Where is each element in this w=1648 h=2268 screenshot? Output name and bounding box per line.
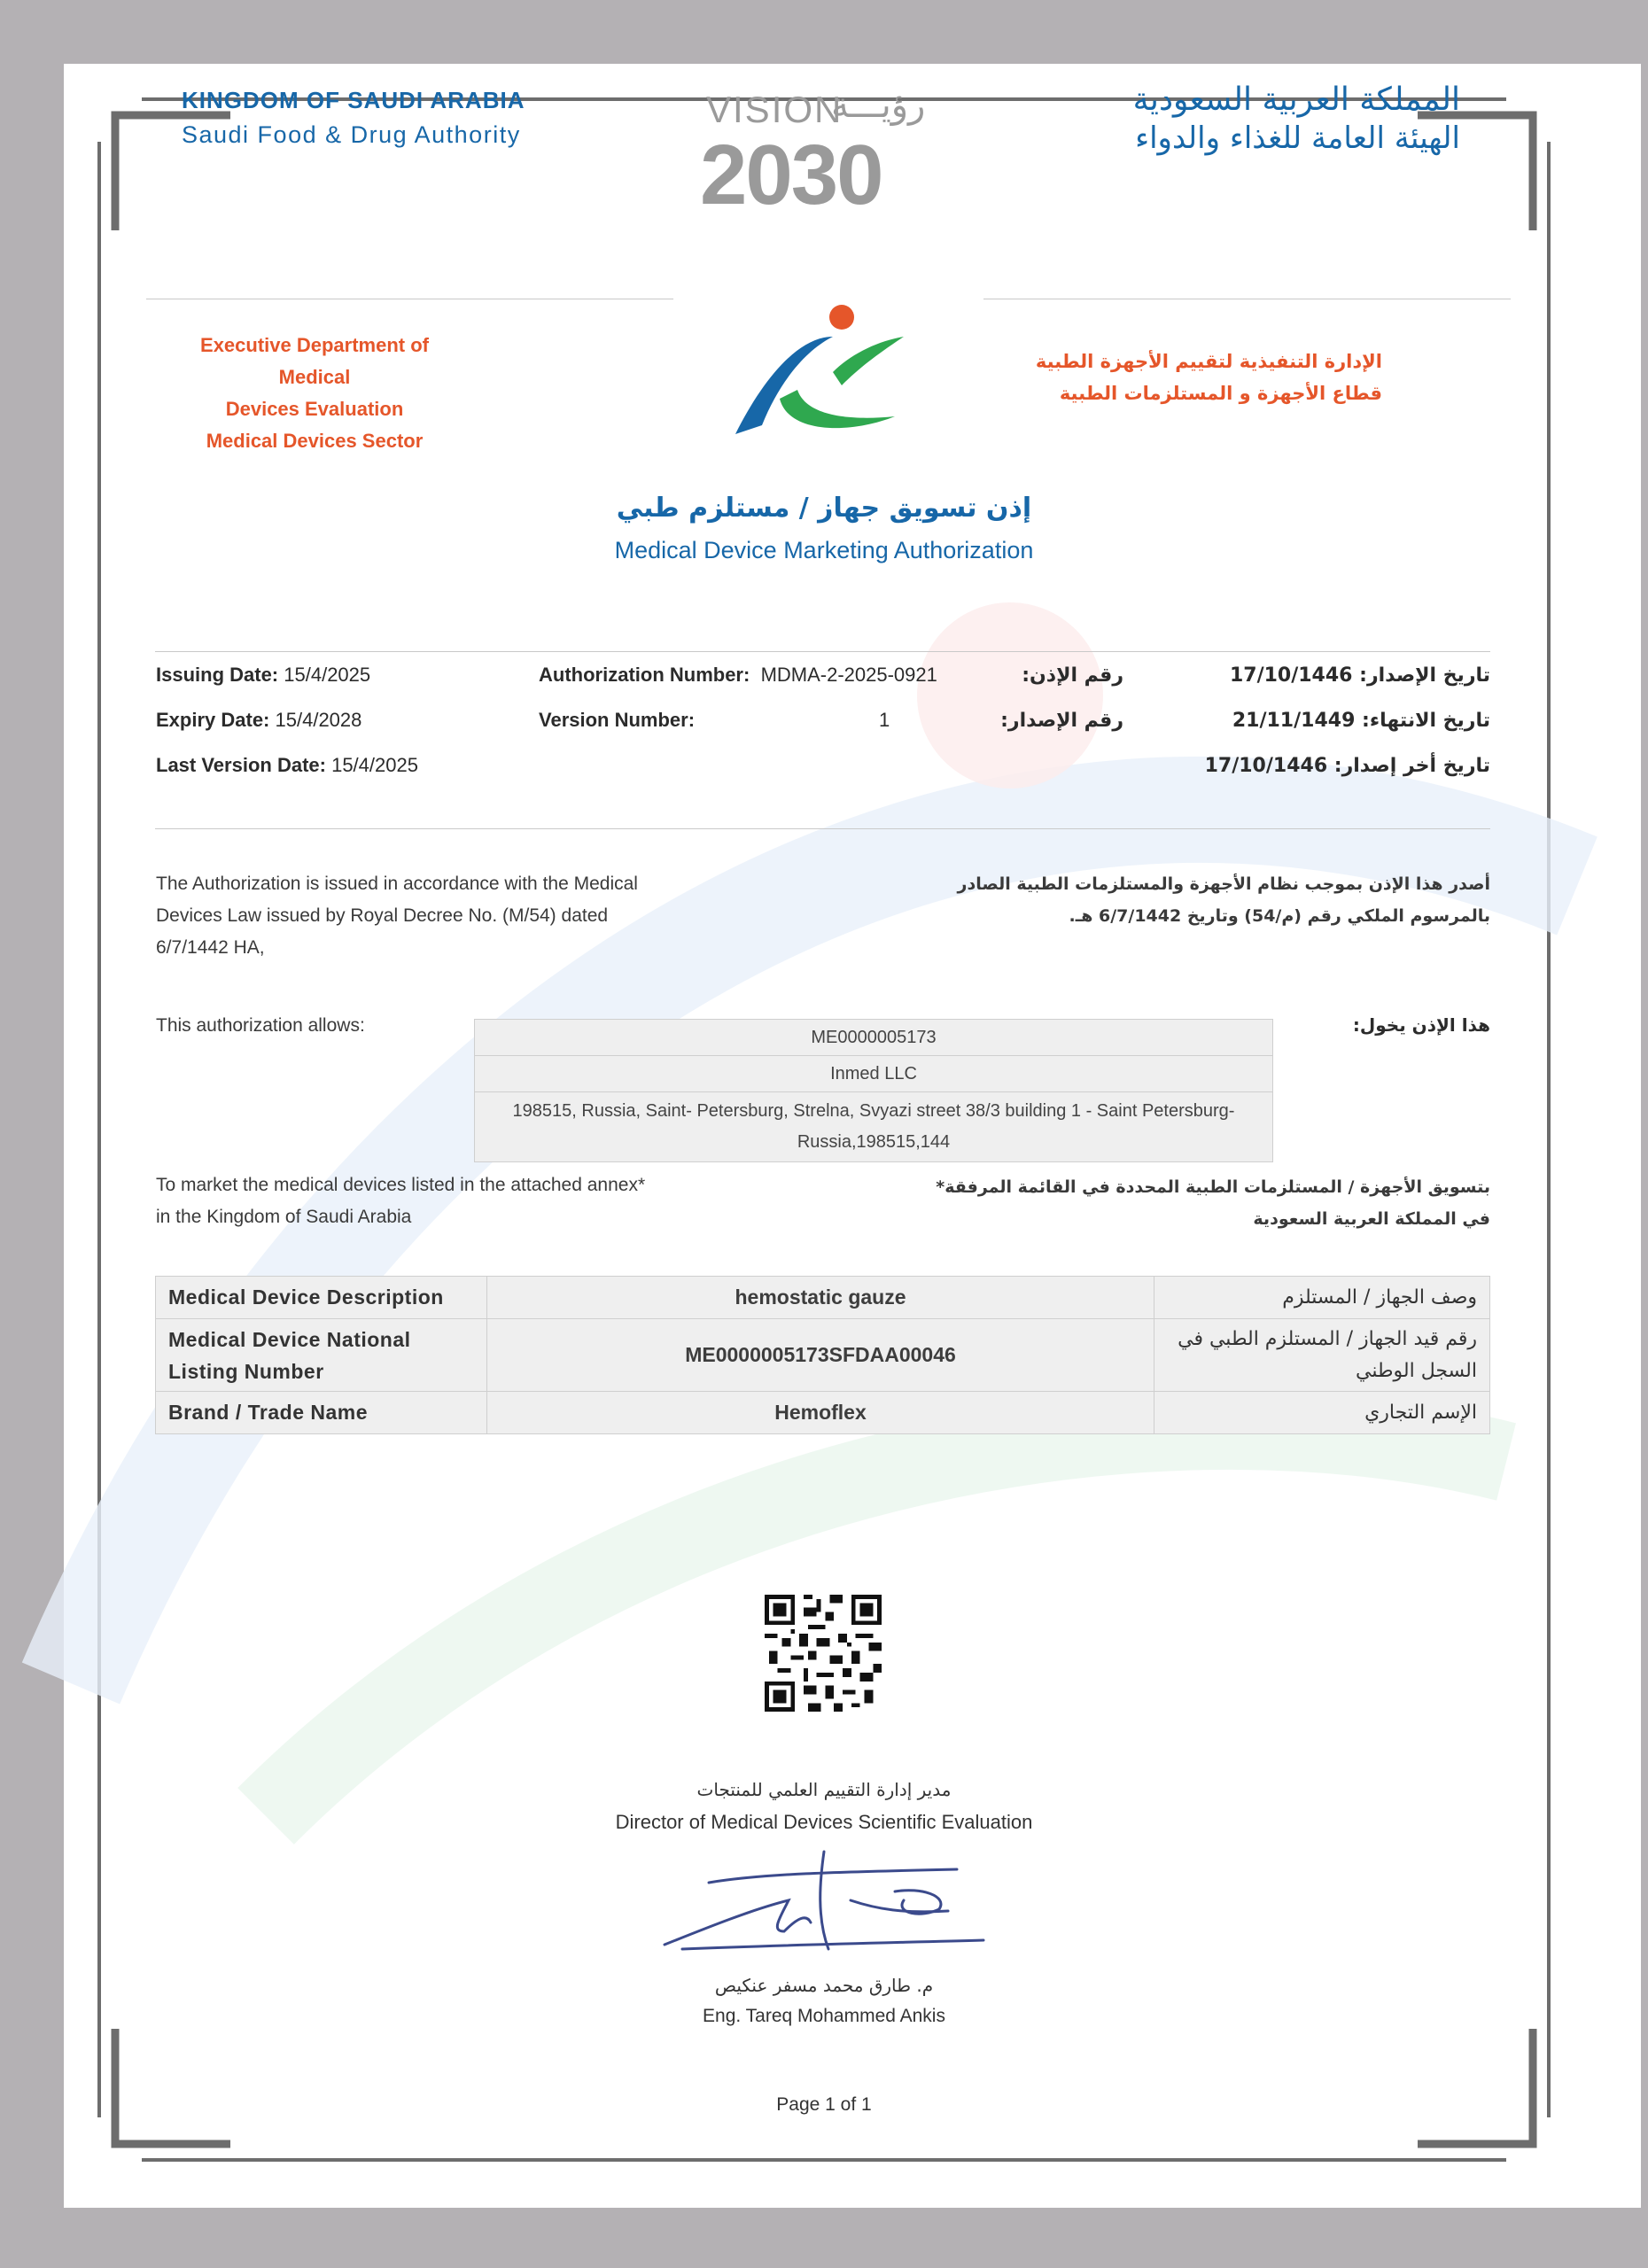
document-title-ar: إذن تسويق جهاز / مستلزم طبي — [616, 493, 1032, 524]
handwritten-signature — [656, 1847, 992, 1962]
department-ar: الإدارة التنفيذية لتقييم الأجهزة الطبية قطاع الأجهزة و المستلزمات الطبية — [1035, 351, 1382, 404]
allows-label-ar: هذا الإذن يخول: — [1352, 1014, 1490, 1036]
vision-ar: رؤيـــة — [831, 85, 926, 126]
signatory-title-ar: مدير إدارة التقييم العلمي للمنتجات — [696, 1779, 952, 1800]
issuing-date-ar: تاريخ الإصدار: 17/10/1446 — [1229, 664, 1490, 687]
market-text-en: To market the medical devices listed in the attached annex* in the Kingdom of Saudi Arabia — [156, 1175, 646, 1227]
table-row — [156, 1392, 1490, 1434]
department-en: Executive Department of Medical Devices Evaluation Medical Devices Sector — [200, 334, 429, 452]
table-row — [156, 1319, 1490, 1392]
version-number-value: 1 — [879, 709, 890, 731]
dates-divider-top — [155, 651, 1490, 652]
law-text-ar: أصدر هذا الإذن بموجب نظام الأجهزة والمستلزمات الطبية الصادر بالمرسوم الملكي رقم (م/54) وتاريخ 6/7/1442 هـ. — [957, 874, 1490, 926]
header-country-en: KINGDOM OF SAUDI ARABIA — [182, 87, 525, 113]
company-address: 198515, Russia, Saint- Petersburg, Strelna, Svyazi street 38/3 building 1 - Saint Petersburg- Russia,198515,144 — [475, 1091, 1272, 1161]
document-title-en: Medical Device Marketing Authorization — [614, 537, 1034, 563]
page-number: Page 1 of 1 — [776, 2094, 872, 2115]
signatory-title-en: Director of Medical Devices Scientific Evaluation — [615, 1811, 1033, 1833]
authorization-number: Authorization Number: MDMA-2-2025-0921 — [539, 664, 937, 686]
company-id: ME0000005173 — [811, 1028, 937, 1047]
device-description-value: hemostatic gauze — [487, 1277, 1154, 1319]
header-authority-ar: الهيئة العامة للغذاء والدواء — [1135, 120, 1460, 156]
market-text-ar: بتسويق الأجهزة / المستلزمات الطبية المحددة في القائمة المرفقة* في المملكة العربية السعودية — [936, 1177, 1490, 1229]
listing-number-label: Medical Device National Listing Number — [156, 1319, 487, 1392]
qr-code — [760, 1590, 886, 1716]
version-number-label-ar: رقم الإصدار: — [1000, 710, 1123, 732]
dates-divider-bottom — [155, 828, 1490, 829]
authorization-number-label-ar: رقم الإذن: — [1022, 664, 1123, 687]
brand-name-value: Hemoflex — [487, 1392, 1154, 1434]
allows-label-en: This authorization allows: — [156, 1015, 365, 1036]
device-description-label: Medical Device Description — [156, 1277, 487, 1319]
listing-number-value: ME0000005173SFDAA00046 — [487, 1319, 1154, 1392]
signatory-name-ar: م. طارق محمد مسفر عنكيص — [714, 1975, 934, 1996]
device-table — [155, 1276, 1490, 1434]
signatory-name-en: Eng. Tareq Mohammed Ankis — [703, 2006, 945, 2026]
vision-word: VISION — [706, 89, 843, 130]
sfda-logo-text: SFDA — [831, 393, 875, 411]
issuing-date: Issuing Date: 15/4/2025 — [156, 664, 371, 686]
listing-number-label-ar: رقم قيد الجهاز / المستلزم الطبي في السجل الوطني — [1154, 1319, 1490, 1392]
header-country-ar: المملكة العربية السعودية — [1132, 82, 1460, 118]
version-number-label: Version Number: — [539, 709, 696, 731]
sfda-logo — [727, 301, 904, 443]
table-row — [156, 1277, 1490, 1319]
vision-year: 2030 — [700, 128, 882, 222]
brand-name-label: Brand / Trade Name — [156, 1392, 487, 1434]
last-version-date-ar: تاريخ أخر إصدار: 17/10/1446 — [1204, 755, 1490, 777]
law-text-en: The Authorization is issued in accordance with the Medical Devices Law issued by Royal Decree No. (M/54) dated 6/7/1442 HA, — [156, 874, 638, 958]
last-version-date: Last Version Date: 15/4/2025 — [156, 754, 418, 776]
company-box — [474, 1019, 1273, 1162]
company-name: Inmed LLC — [475, 1055, 1272, 1091]
header-authority-en: Saudi Food & Drug Authority — [182, 121, 521, 148]
device-description-label-ar: وصف الجهاز / المستلزم — [1154, 1277, 1490, 1319]
expiry-date-ar: تاريخ الانتهاء: 21/11/1449 — [1232, 710, 1490, 732]
brand-name-label-ar: الإسم التجاري — [1154, 1392, 1490, 1434]
expiry-date: Expiry Date: 15/4/2028 — [156, 709, 362, 731]
